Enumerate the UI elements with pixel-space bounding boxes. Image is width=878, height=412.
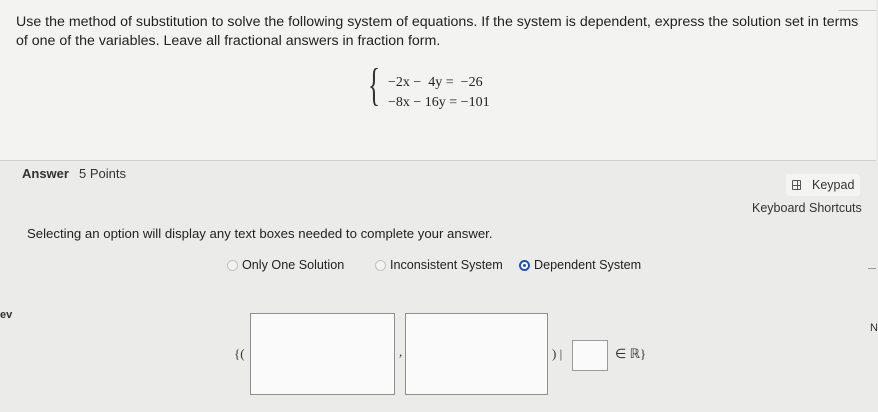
- left-edge-text: ev: [0, 309, 13, 321]
- radio-button[interactable]: [375, 260, 386, 271]
- section-divider: [0, 160, 876, 161]
- left-brace: {: [368, 59, 381, 110]
- keyboard-shortcuts-link[interactable]: Keyboard Shortcuts: [752, 201, 862, 215]
- set-open-brace: {(: [234, 346, 245, 361]
- set-close-bar: ) |: [552, 346, 563, 361]
- radio-button[interactable]: [227, 260, 238, 271]
- radio-button-selected[interactable]: [519, 260, 530, 271]
- divider: [838, 10, 876, 11]
- keypad-button[interactable]: [786, 174, 860, 196]
- right-edge-text: N: [870, 322, 878, 334]
- answer-label: Answer: [22, 166, 69, 181]
- equation-1: −2x − 4y = −26: [388, 75, 483, 90]
- equation-2: −8x − 16y = −101: [388, 95, 490, 110]
- member-of-reals: ∈ ℝ}: [615, 346, 647, 361]
- solution-y-input[interactable]: [405, 313, 548, 395]
- comma-separator: ,: [399, 344, 403, 359]
- points-label: 5 Points: [79, 166, 126, 181]
- keypad-icon: [792, 180, 801, 190]
- edge-mark: [868, 268, 876, 269]
- keypad-label: Keypad: [812, 178, 855, 192]
- option-label: Inconsistent System: [390, 258, 503, 272]
- option-label: Dependent System: [534, 258, 642, 272]
- parameter-variable-input[interactable]: [572, 340, 608, 371]
- question-text: Use the method of substitution to solve the following system of equations. If the system is dependent, express the solution set in terms of one of the variables. Leave all fractional answers in fraction form.: [16, 14, 859, 49]
- option-label: Only One Solution: [242, 258, 345, 272]
- solution-x-input[interactable]: [250, 313, 395, 395]
- instruction-text: Selecting an option will display any text boxes needed to complete your answer.: [27, 226, 493, 241]
